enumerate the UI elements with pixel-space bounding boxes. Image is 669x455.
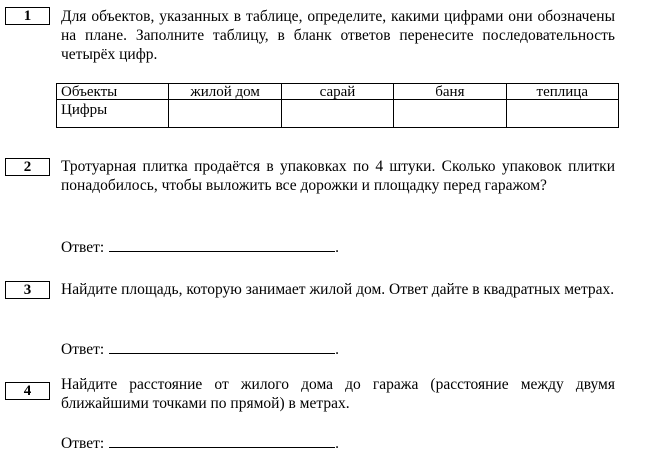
objects-table (56, 83, 619, 128)
question-2-answer (61, 236, 339, 257)
table-header-bathhouse: баня (394, 84, 506, 100)
question-4-answer-label: Ответ: (61, 435, 105, 452)
objects-table-header-row (57, 84, 619, 100)
question-4-answer (61, 432, 339, 453)
question-3-answer-label: Ответ: (61, 341, 105, 358)
table-header-house: жилой дом (169, 84, 281, 100)
question-2-answer-end: . (335, 239, 340, 256)
question-2-text: Тротуарная плитка продаётся в упаковках по 4 штуки. Сколько упаковок плитки понадобилось, чтобы выложить все дорожки и площадку перед гаражом? (61, 158, 615, 194)
table-header-greenhouse: теплица (506, 84, 618, 100)
table-cell-house-digit[interactable] (169, 100, 281, 128)
question-3-answer-end: . (335, 341, 340, 358)
question-2-answer-field[interactable] (109, 236, 335, 252)
question-1-number: 1 (5, 7, 50, 25)
question-2-number: 2 (5, 158, 50, 176)
question-4-text: Найдите расстояние от жилого дома до гаража (расстояние между двумя ближайшими точками по прямой) в метрах. (61, 376, 615, 412)
question-4-answer-end: . (335, 435, 340, 452)
table-header-objects: Объекты (57, 84, 169, 100)
objects-table-digits-row (57, 100, 619, 128)
question-3-answer (61, 338, 339, 359)
question-4-number: 4 (5, 382, 50, 400)
question-3-answer-field[interactable] (109, 338, 335, 354)
table-cell-greenhouse-digit[interactable] (506, 100, 618, 128)
table-cell-shed-digit[interactable] (281, 100, 393, 128)
question-2-answer-label: Ответ: (61, 239, 105, 256)
table-header-shed: сарай (281, 84, 393, 100)
table-cell-bathhouse-digit[interactable] (394, 100, 506, 128)
question-4-answer-field[interactable] (109, 432, 335, 448)
question-3-text: Найдите площадь, которую занимает жилой дом. Ответ дайте в квадратных метрах. (61, 281, 615, 298)
question-3-number: 3 (5, 281, 50, 299)
question-1-text: Для объектов, указанных в таблице, определите, какими цифрами они обозначены на плане. Заполните таблицу, в бланк ответов перенесите последовательность четырёх цифр. (61, 8, 615, 63)
table-row-label-digits: Цифры (57, 100, 169, 128)
